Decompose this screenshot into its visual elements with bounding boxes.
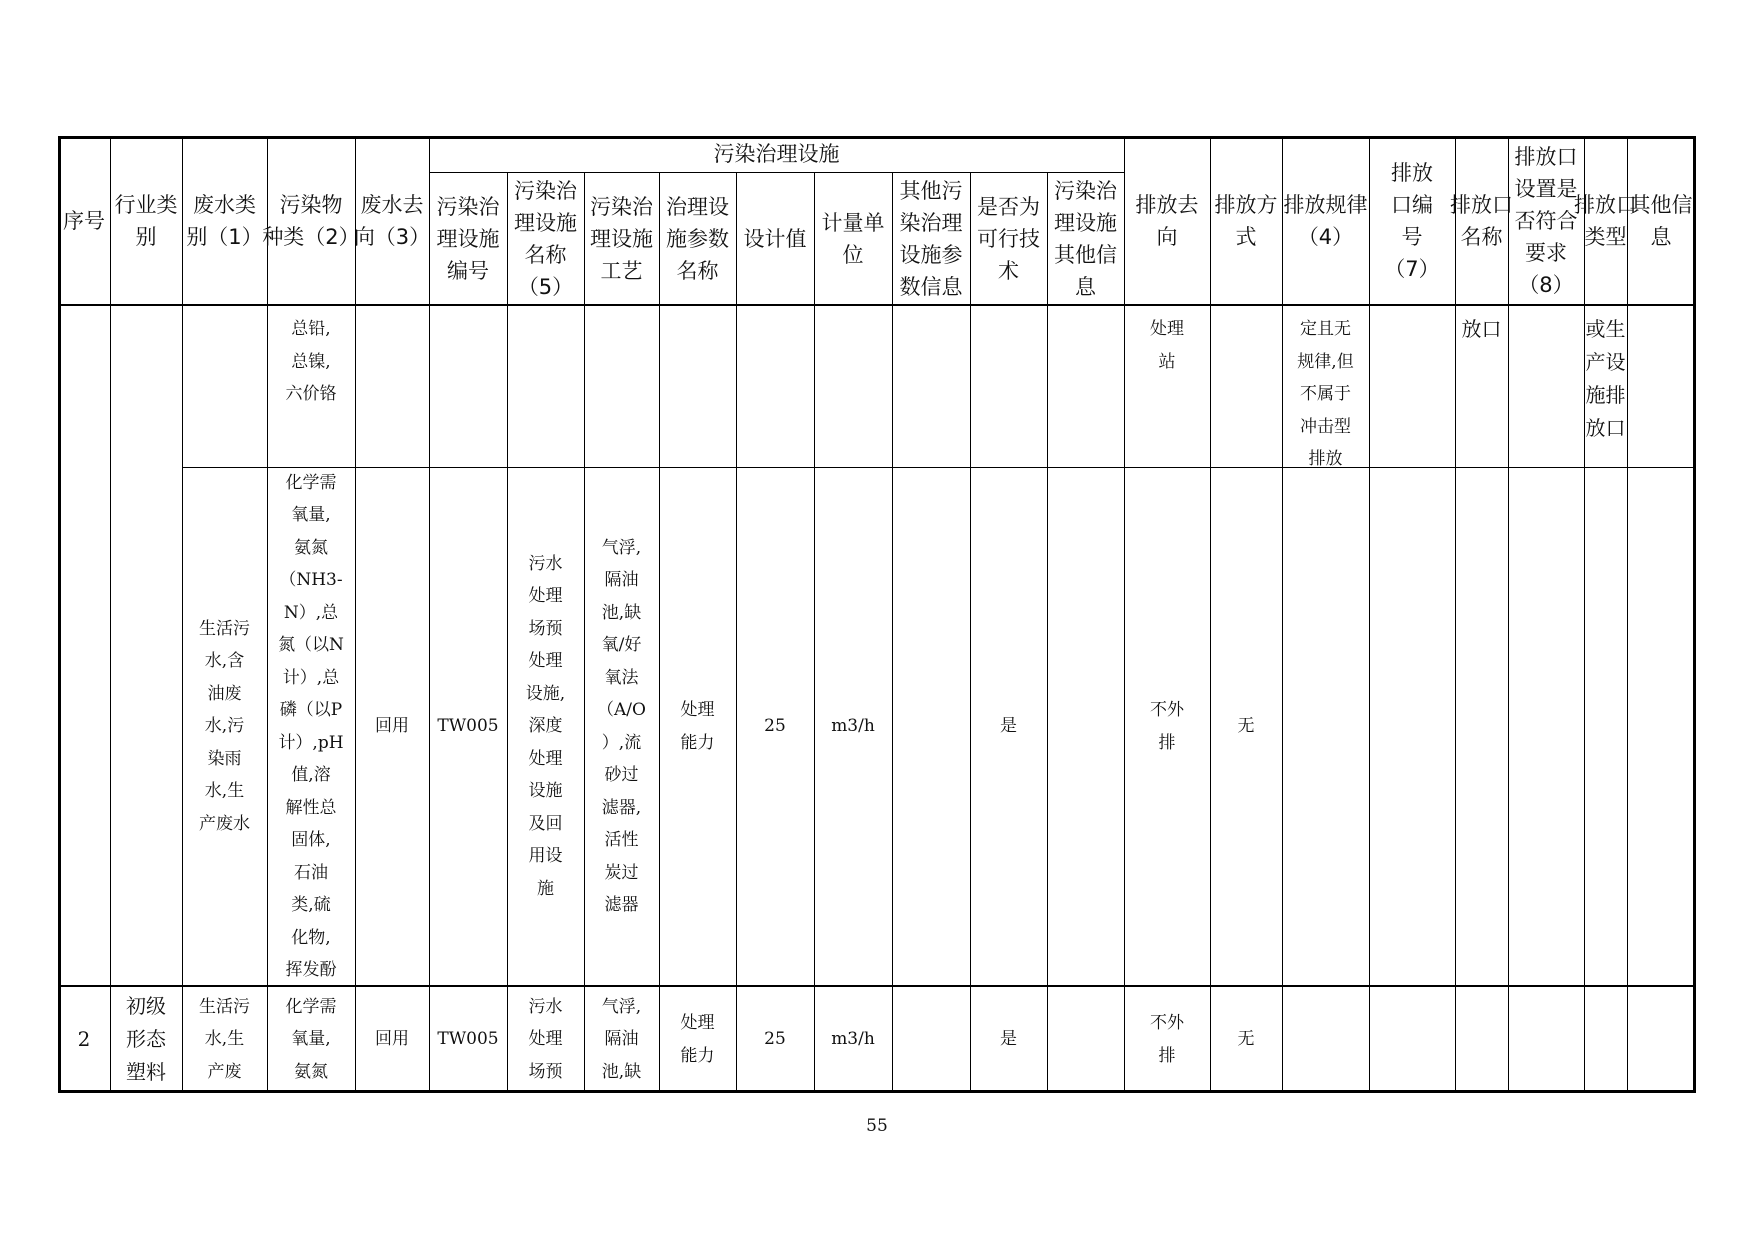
cell-line: 施参数 (666, 226, 729, 251)
cell-line: 挥发酚 (285, 960, 337, 980)
cell-line: 类型 (1584, 224, 1627, 249)
cell-line: 水,污 (204, 716, 245, 737)
cell-line: 否符合 (1514, 208, 1578, 233)
cell-line: 治理设 (666, 194, 729, 219)
cell-line: 固体, (291, 830, 331, 850)
cell-line: 计）,总 (282, 667, 340, 688)
cell-line: 染雨 (207, 748, 242, 769)
cell-line: m3/h (831, 716, 875, 737)
cell-line: 及回 (528, 813, 563, 834)
cell-line: 化物, (291, 927, 331, 948)
cell-line: 理设施 (590, 226, 653, 251)
cell-line: 理设施 (1054, 210, 1117, 235)
cell-line: 编号 (447, 258, 489, 283)
cell-line: （5） (517, 274, 574, 299)
cell-line: 隔油 (604, 570, 639, 590)
cell-line: ）,流 (601, 732, 642, 753)
cell-line: 处理 (528, 748, 563, 769)
cell-line: 排放去 (1135, 192, 1199, 217)
cell-line: 处理 (680, 700, 715, 720)
cell-line: 冲击型 (1300, 416, 1351, 437)
cell-line: 设置是 (1514, 176, 1578, 201)
cell-line: 石油 (294, 862, 328, 883)
cell-line: 回用 (375, 716, 409, 737)
cell-line: 活性 (604, 830, 639, 850)
cell-line: 排放规律 (1283, 192, 1368, 217)
cell-line: 别（1） (186, 224, 263, 249)
cell-line: 排放方 (1214, 192, 1278, 217)
cell-line: 回用 (375, 1029, 409, 1050)
cell-line: 生活污 (199, 996, 250, 1017)
cell-line: 处理 (528, 1029, 563, 1050)
cell-line: m3/h (831, 1029, 875, 1050)
cell-line: 污染治 (590, 194, 653, 219)
cell-line: 其他信 (1054, 242, 1117, 267)
cell-line: 氨氮 (294, 537, 328, 558)
cell-line: 计）,pH (278, 732, 344, 753)
cell-line: 设施参 (899, 242, 963, 267)
cell-line: 化学需 (285, 472, 337, 493)
cell-line: 砂过 (604, 765, 639, 785)
cell-line: 位 (842, 242, 864, 267)
cell-line: 处理 (528, 651, 563, 672)
cell-line: 氨氮 (294, 1061, 328, 1082)
cell-line: 序号 (63, 208, 105, 233)
cell-line: 别 (135, 224, 157, 249)
cell-line: 产废水 (199, 813, 250, 834)
cell-line: 排放 (1308, 449, 1343, 469)
cell-line: 池,缺 (601, 1061, 642, 1082)
cell-line: 总镍, (291, 351, 331, 372)
cell-line: 氧法 (604, 667, 639, 688)
cell-line: 放口 (1461, 317, 1502, 341)
cell-line: 污染治 (514, 178, 577, 203)
cell-line: 污染物 (279, 192, 343, 217)
cell-line: 理设施 (436, 226, 500, 251)
cell-line: 废水类 (193, 192, 256, 217)
cell-line: 能力 (680, 732, 715, 753)
cell-line: 水,含 (204, 651, 245, 672)
cell-line: 是 (1000, 716, 1017, 737)
cell-line: 种类（2） (262, 224, 360, 249)
cell-line: 能力 (680, 1045, 715, 1066)
cell-line: 生活污 (199, 618, 250, 639)
cell-line: 是 (1000, 1029, 1017, 1050)
cell-line: 向（3） (353, 224, 431, 249)
cell-line: 排放 (1391, 160, 1433, 185)
cell-line: 口编 (1391, 192, 1433, 217)
cell-line: 不外 (1150, 700, 1184, 720)
cell-line: 排放口 (1514, 144, 1578, 169)
cell-line: 排放口 (1574, 192, 1637, 217)
cell-line: 氧量, (291, 505, 331, 525)
cell-line: 设施 (528, 781, 563, 802)
cell-line: 是否为 (977, 194, 1040, 219)
cell-line: 解性总 (285, 797, 337, 818)
cell-line: 氧/好 (601, 635, 642, 655)
cell-line: 术 (998, 258, 1019, 283)
wastewater-table (58, 136, 1696, 1093)
table-border (58, 136, 1696, 1093)
cell-line: 氧量, (291, 1029, 331, 1050)
cell-line: 不属于 (1300, 384, 1351, 404)
cell-line: 气浮, (601, 537, 642, 558)
cell-line: 化学需 (285, 996, 337, 1017)
cell-line: 值,溶 (291, 765, 331, 785)
cell-line: 行业类 (114, 192, 178, 217)
cell-line: 水,生 (204, 1029, 245, 1050)
cell-line: N）,总 (283, 602, 339, 623)
cell-line: 氮（以N (278, 635, 344, 655)
cell-line: 用设 (528, 846, 563, 867)
cell-line: （7） (1384, 256, 1440, 281)
cell-line: 池,缺 (601, 602, 642, 623)
cell-line: 废水去 (360, 192, 424, 217)
cell-line: 排放口 (1450, 192, 1513, 217)
cell-line: 施排 (1585, 383, 1626, 407)
cell-line: 25 (764, 1029, 786, 1050)
cell-line: 或生 (1585, 317, 1626, 341)
cell-line: 数信息 (899, 274, 963, 299)
cell-line: 气浮, (601, 996, 642, 1017)
cell-line: 类,硫 (291, 895, 331, 915)
cell-line: TW005 (437, 1029, 499, 1050)
cell-line: 排 (1158, 1045, 1176, 1066)
cell-line: 滤器 (604, 895, 639, 915)
cell-line: 磷（以P (279, 700, 343, 720)
cell-line: 无 (1237, 716, 1255, 737)
cell-line: 污水 (528, 553, 563, 574)
cell-line: 息 (1650, 224, 1672, 249)
cell-line: 排 (1158, 732, 1176, 753)
cell-line: 放口 (1585, 416, 1626, 440)
cell-line: 产设 (1585, 350, 1626, 374)
cell-line: 不外 (1150, 1013, 1184, 1033)
cell-line: 污染治 (1054, 178, 1117, 203)
cell-line: 计量单 (821, 210, 885, 235)
cell-line: 污水 (528, 996, 563, 1017)
cell-line: 向 (1156, 224, 1178, 249)
cell-line: 深度 (528, 716, 563, 737)
cell-line: 设施, (525, 683, 566, 704)
cell-line: TW005 (437, 716, 499, 737)
cell-line: 水,生 (204, 781, 245, 802)
cell-line: 滤器, (601, 797, 642, 818)
cell-line: 其他信 (1629, 192, 1693, 217)
cell-line: 处理 (528, 586, 563, 607)
cell-line: （8） (1518, 272, 1574, 297)
cell-line: 炭过 (604, 862, 639, 883)
cell-line: 定且无 (1300, 319, 1351, 339)
cell-line: 名称 (524, 242, 567, 267)
cell-line: 理设施 (514, 210, 577, 235)
cell-line: 站 (1158, 351, 1176, 372)
cell-line: 要求 (1525, 240, 1567, 265)
cell-line: 污染治 (436, 194, 500, 219)
cell-line: 塑料 (126, 1060, 166, 1084)
cell-line: 名称 (1460, 224, 1503, 249)
cell-line: 设计值 (743, 226, 807, 251)
cell-line: 场预 (528, 618, 563, 639)
page-number: 55 (866, 1116, 888, 1136)
cell-line: （4） (1297, 224, 1354, 249)
group-header-label: 污染治理设施 (713, 142, 840, 166)
cell-line: 六价铬 (285, 384, 337, 404)
cell-line: 油废 (207, 683, 242, 704)
cell-line: 初级 (126, 994, 166, 1018)
cell-line: 息 (1075, 274, 1096, 299)
cell-line: 式 (1235, 224, 1257, 249)
cell-line: 形态 (126, 1027, 166, 1051)
cell-line: 2 (77, 1027, 91, 1051)
cell-line: 场预 (528, 1061, 563, 1082)
cell-line: 产废 (207, 1061, 242, 1082)
cell-line: 工艺 (600, 258, 643, 283)
cell-line: 施 (537, 878, 554, 899)
cell-line: 名称 (676, 258, 719, 283)
cell-line: 规律,但 (1297, 351, 1354, 372)
cell-line: （NH3- (279, 570, 343, 590)
cell-line: 其他污 (899, 178, 963, 203)
cell-line: 无 (1237, 1029, 1255, 1050)
cell-line: 可行技 (977, 226, 1040, 251)
cell-line: 总铅, (291, 319, 331, 339)
cell-line: 号 (1401, 224, 1423, 249)
cell-line: 25 (764, 716, 786, 737)
cell-line: 隔油 (604, 1029, 639, 1050)
cell-line: 染治理 (899, 210, 963, 235)
cell-line: 处理 (1150, 319, 1184, 339)
cell-line: （A/O (597, 700, 646, 720)
cell-line: 处理 (680, 1013, 715, 1033)
